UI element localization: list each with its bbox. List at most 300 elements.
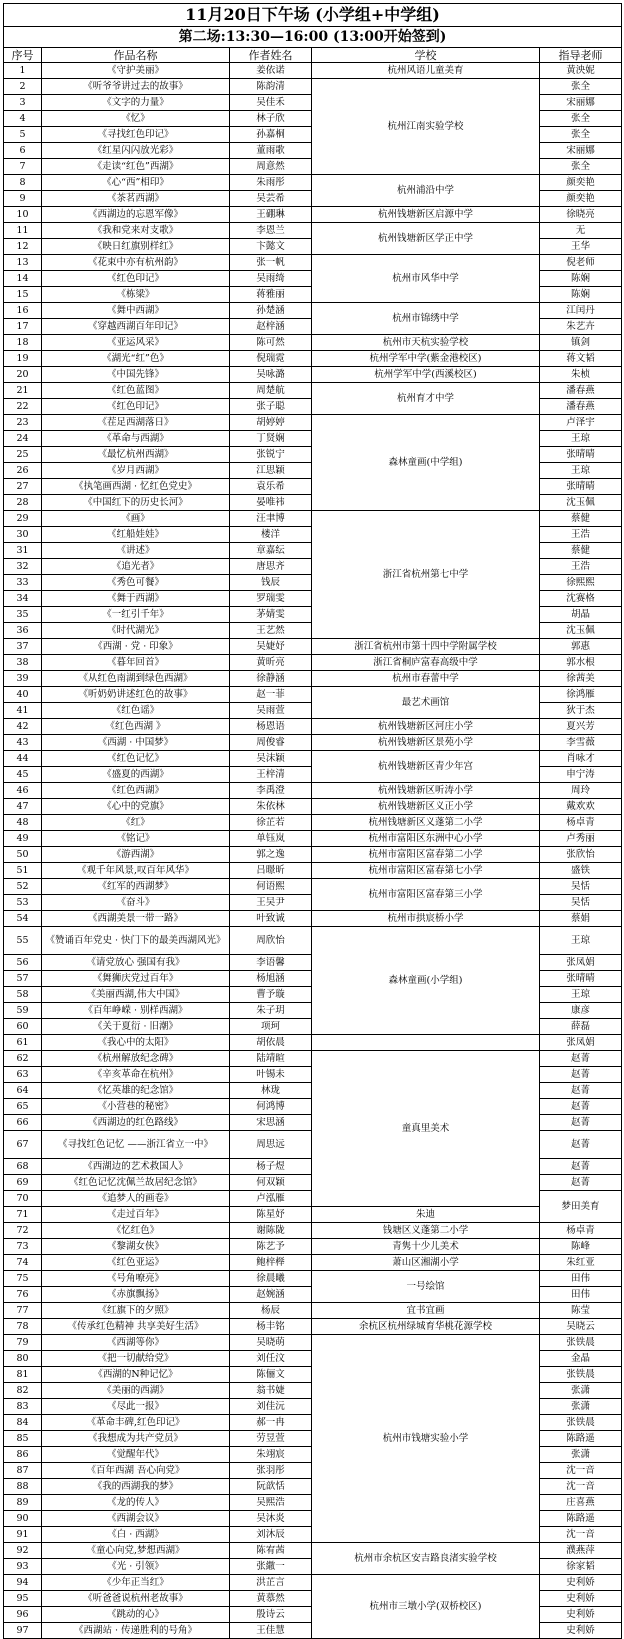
work-title: 《革命与西湖》 — [42, 431, 230, 447]
row-index: 55 — [4, 927, 42, 955]
author-name: 晏唯祎 — [230, 495, 312, 511]
author-name: 朱依林 — [230, 799, 312, 815]
row-index: 56 — [4, 955, 42, 971]
table-row — [4, 879, 622, 895]
teacher-name: 卢秀丽 — [540, 831, 622, 847]
table-row — [4, 351, 622, 367]
author-name: 徐静涵 — [230, 671, 312, 687]
author-name: 吴沫颖 — [230, 751, 312, 767]
author-name: 张锐宁 — [230, 447, 312, 463]
teacher-name: 无 — [540, 223, 622, 239]
teacher-name: 张潇 — [540, 1399, 622, 1415]
row-index: 40 — [4, 687, 42, 703]
row-index: 80 — [4, 1351, 42, 1367]
author-name: 丁贤娴 — [230, 431, 312, 447]
work-title: 《西湖等你》 — [42, 1335, 230, 1351]
author-name: 孙楚涵 — [230, 303, 312, 319]
work-title: 《忆》 — [42, 111, 230, 127]
work-title: 《西湖边的红色路线》 — [42, 1115, 230, 1131]
row-index: 60 — [4, 1019, 42, 1035]
school-name: 森林童画(小学组) — [312, 927, 540, 1035]
school-name: 青隽十少儿美术 — [312, 1239, 540, 1255]
author-name: 陈艺予 — [230, 1239, 312, 1255]
row-index: 83 — [4, 1399, 42, 1415]
work-title: 《红色蓝图》 — [42, 383, 230, 399]
author-name: 劳昱萱 — [230, 1431, 312, 1447]
work-title: 《游西湖》 — [42, 847, 230, 863]
row-index: 5 — [4, 127, 42, 143]
teacher-name: 王琼 — [540, 987, 622, 1003]
author-name: 陈星妤 — [230, 1207, 312, 1223]
header-work: 作品名称 — [42, 48, 230, 63]
row-index: 52 — [4, 879, 42, 895]
author-name: 吴沐炎 — [230, 1511, 312, 1527]
row-index: 26 — [4, 463, 42, 479]
author-name: 吕暻昕 — [230, 863, 312, 879]
work-title: 《红色亚运》 — [42, 1255, 230, 1271]
school-name: 杭州市锦绣中学 — [312, 303, 540, 335]
row-index: 76 — [4, 1287, 42, 1303]
teacher-name: 赵菁 — [540, 1051, 622, 1067]
teacher-name: 赵菁 — [540, 1067, 622, 1083]
work-title: 《西湖的N种记忆》 — [42, 1367, 230, 1383]
teacher-name: 史利娇 — [540, 1591, 622, 1607]
row-index: 96 — [4, 1607, 42, 1623]
teacher-name: 赵菁 — [540, 1099, 622, 1115]
teacher-name: 沈一音 — [540, 1463, 622, 1479]
work-title: 《映日红旗别样红》 — [42, 239, 230, 255]
school-name: 杭州钱塘新区义正小学 — [312, 799, 540, 815]
school-name: 萧山区湘湖小学 — [312, 1255, 540, 1271]
header-teacher: 指导老师 — [540, 48, 622, 63]
author-name: 杨旭涵 — [230, 971, 312, 987]
row-index: 39 — [4, 671, 42, 687]
work-title: 《走读“红色”西湖》 — [42, 159, 230, 175]
row-index: 32 — [4, 559, 42, 575]
row-index: 36 — [4, 623, 42, 639]
teacher-name: 郭水根 — [540, 655, 622, 671]
teacher-name: 江闰丹 — [540, 303, 622, 319]
teacher-name: 赵菁 — [540, 1115, 622, 1131]
row-index: 50 — [4, 847, 42, 863]
teacher-name: 吴恬 — [540, 895, 622, 911]
row-index: 20 — [4, 367, 42, 383]
teacher-name: 张全 — [540, 79, 622, 95]
work-title: 《时代湖光》 — [42, 623, 230, 639]
author-name: 洪芷言 — [230, 1575, 312, 1591]
author-name: 郭之逸 — [230, 847, 312, 863]
work-title: 《红军的西湖梦》 — [42, 879, 230, 895]
work-title: 《小营巷的秘密》 — [42, 1099, 230, 1115]
row-index: 45 — [4, 767, 42, 783]
work-title: 《红色记忆》 — [42, 751, 230, 767]
work-title: 《红色印记》 — [42, 399, 230, 415]
work-title: 《西湖 · 党 · 印象》 — [42, 639, 230, 655]
work-title: 《湖光“红”色》 — [42, 351, 230, 367]
work-title: 《追光者》 — [42, 559, 230, 575]
row-index: 87 — [4, 1463, 42, 1479]
table-row — [4, 207, 622, 223]
row-index: 19 — [4, 351, 42, 367]
teacher-name: 黄泱妮 — [540, 63, 622, 79]
table-row — [4, 63, 622, 79]
table-row — [4, 847, 622, 863]
row-index: 70 — [4, 1191, 42, 1207]
table-row — [4, 1035, 622, 1051]
school-name: 杭州市富阳区富春第三小学 — [312, 879, 540, 911]
author-name: 王吴尹 — [230, 895, 312, 911]
school-name: 杭州钱塘新区景苑小学 — [312, 735, 540, 751]
author-name: 陈可然 — [230, 335, 312, 351]
table-row — [4, 255, 622, 271]
teacher-name: 赵菁 — [540, 1083, 622, 1099]
row-index: 23 — [4, 415, 42, 431]
author-name: 殷诗云 — [230, 1607, 312, 1623]
table-row — [4, 1223, 622, 1239]
teacher-name: 张铁晨 — [540, 1415, 622, 1431]
row-index: 78 — [4, 1319, 42, 1335]
work-title: 《观千年风景,叹百年风华》 — [42, 863, 230, 879]
row-index: 71 — [4, 1207, 42, 1223]
author-name: 单钰岚 — [230, 831, 312, 847]
teacher-name: 陈娴 — [540, 287, 622, 303]
teacher-name: 肖咏才 — [540, 751, 622, 767]
teacher-name: 陈娴 — [540, 271, 622, 287]
row-index: 25 — [4, 447, 42, 463]
work-title: 《舞狮庆党过百年》 — [42, 971, 230, 987]
row-index: 79 — [4, 1335, 42, 1351]
table-row — [4, 719, 622, 735]
table-row — [4, 751, 622, 767]
school-name: 浙江省杭州市第十四中学附属学校 — [312, 639, 540, 655]
teacher-name: 朱艺卉 — [540, 319, 622, 335]
work-title: 《走过百年》 — [42, 1207, 230, 1223]
work-title: 《龙的传人》 — [42, 1495, 230, 1511]
school-name: 杭州市富阳区富春第七小学 — [312, 863, 540, 879]
teacher-name: 宋丽娜 — [540, 95, 622, 111]
row-index: 16 — [4, 303, 42, 319]
teacher-name: 沈赛格 — [540, 591, 622, 607]
table-header-row — [4, 48, 622, 63]
work-title: 《觉醒年代》 — [42, 1447, 230, 1463]
row-index: 12 — [4, 239, 42, 255]
teacher-name: 颜奕艳 — [540, 175, 622, 191]
row-index: 54 — [4, 911, 42, 927]
row-index: 51 — [4, 863, 42, 879]
teacher-name: 王琼 — [540, 927, 622, 955]
teacher-name: 张铁晨 — [540, 1335, 622, 1351]
work-title: 《秀色可餐》 — [42, 575, 230, 591]
teacher-name: 史利娇 — [540, 1607, 622, 1623]
school-name: 杭州市富阳区富春第二小学 — [312, 847, 540, 863]
row-index: 33 — [4, 575, 42, 591]
row-index: 82 — [4, 1383, 42, 1399]
author-name: 江思颖 — [230, 463, 312, 479]
teacher-name: 徐家韬 — [540, 1559, 622, 1575]
work-title: 《西湖边的艺术救国人》 — [42, 1159, 230, 1175]
school-name — [312, 1035, 540, 1051]
work-title: 《红》 — [42, 815, 230, 831]
teacher-name: 申宁涛 — [540, 767, 622, 783]
row-index: 91 — [4, 1527, 42, 1543]
row-index: 24 — [4, 431, 42, 447]
row-index: 44 — [4, 751, 42, 767]
table-row — [4, 1051, 622, 1067]
row-index: 61 — [4, 1035, 42, 1051]
author-name: 赵婉涵 — [230, 1287, 312, 1303]
row-index: 68 — [4, 1159, 42, 1175]
school-name: 杭州江南实验学校 — [312, 79, 540, 175]
author-name: 刘任汶 — [230, 1351, 312, 1367]
school-name: 杭州钱塘新区启源中学 — [312, 207, 540, 223]
work-title: 《尽此一报》 — [42, 1399, 230, 1415]
author-name: 刘沐辰 — [230, 1527, 312, 1543]
row-index: 63 — [4, 1067, 42, 1083]
author-name: 章嘉纭 — [230, 543, 312, 559]
teacher-name: 田伟 — [540, 1271, 622, 1287]
work-title: 《花束中亦有杭州韵》 — [42, 255, 230, 271]
work-title: 《号角嘹亮》 — [42, 1271, 230, 1287]
work-title: 《文字的力量》 — [42, 95, 230, 111]
author-name: 茅婧雯 — [230, 607, 312, 623]
teacher-name: 张铁晨 — [540, 1367, 622, 1383]
teacher-name: 田伟 — [540, 1287, 622, 1303]
table-row — [4, 383, 622, 399]
work-title: 《奋斗》 — [42, 895, 230, 911]
teacher-name: 陈路遥 — [540, 1431, 622, 1447]
teacher-name: 张凤娟 — [540, 955, 622, 971]
school-name: 杭州浦沿中学 — [312, 175, 540, 207]
teacher-name: 薛磊 — [540, 1019, 622, 1035]
row-index: 81 — [4, 1367, 42, 1383]
author-name: 周欣怡 — [230, 927, 312, 955]
table-row — [4, 415, 622, 431]
table-body — [4, 63, 622, 1639]
work-title: 《我的西湖我的梦》 — [42, 1479, 230, 1495]
table-row — [4, 175, 622, 191]
row-index: 86 — [4, 1447, 42, 1463]
table-row — [4, 1255, 622, 1271]
work-title: 《铭记》 — [42, 831, 230, 847]
author-name: 吴雨萱 — [230, 703, 312, 719]
work-title: 《红星闪闪放光彩》 — [42, 143, 230, 159]
work-title: 《栋梁》 — [42, 287, 230, 303]
table-row — [4, 1271, 622, 1287]
row-index: 89 — [4, 1495, 42, 1511]
row-index: 22 — [4, 399, 42, 415]
table-row — [4, 1319, 622, 1335]
school-name: 最艺术画馆 — [312, 687, 540, 719]
author-name: 楼洋 — [230, 527, 312, 543]
work-title: 《红色记忆沈佩兰故居纪念馆》 — [42, 1175, 230, 1191]
teacher-name: 赵菁 — [540, 1159, 622, 1175]
teacher-name: 陈峰 — [540, 1239, 622, 1255]
teacher-name: 庄喜燕 — [540, 1495, 622, 1511]
work-title: 《百年西湖 吾心向党》 — [42, 1463, 230, 1479]
row-index: 47 — [4, 799, 42, 815]
author-name: 卢泓雁 — [230, 1191, 312, 1207]
school-name: 一号绘馆 — [312, 1271, 540, 1303]
row-index: 8 — [4, 175, 42, 191]
teacher-name: 张晴晴 — [540, 447, 622, 463]
author-name: 李禹澄 — [230, 783, 312, 799]
teacher-name: 王华 — [540, 239, 622, 255]
work-title: 《美丽西湖,伟大中国》 — [42, 987, 230, 1003]
work-title: 《光 · 引领》 — [42, 1559, 230, 1575]
table-row — [4, 335, 622, 351]
row-index: 7 — [4, 159, 42, 175]
row-index: 90 — [4, 1511, 42, 1527]
teacher-name: 朱桢 — [540, 367, 622, 383]
table-row — [4, 655, 622, 671]
row-index: 84 — [4, 1415, 42, 1431]
teacher-name: 徐鸿雁 — [540, 687, 622, 703]
author-name: 陈俪文 — [230, 1367, 312, 1383]
author-name: 王佳慧 — [230, 1623, 312, 1639]
work-title: 《红旗下的夕照》 — [42, 1303, 230, 1319]
teacher-name: 史利娇 — [540, 1575, 622, 1591]
row-index: 42 — [4, 719, 42, 735]
teacher-name: 张晴晴 — [540, 479, 622, 495]
school-name: 宜书宜画 — [312, 1303, 540, 1319]
author-name: 朱翊宸 — [230, 1447, 312, 1463]
teacher-name: 胡晶 — [540, 607, 622, 623]
table-row — [4, 223, 622, 239]
author-name: 王艺然 — [230, 623, 312, 639]
work-title: 《红船娃娃》 — [42, 527, 230, 543]
author-name: 赵一菲 — [230, 687, 312, 703]
work-title: 《红色谣》 — [42, 703, 230, 719]
school-name: 杭州市富阳区东洲中心小学 — [312, 831, 540, 847]
row-index: 21 — [4, 383, 42, 399]
author-name: 陆靖暄 — [230, 1051, 312, 1067]
work-title: 《忆英雄的纪念馆》 — [42, 1083, 230, 1099]
row-index: 3 — [4, 95, 42, 111]
teacher-name: 镇剑 — [540, 335, 622, 351]
work-title: 《守护美丽》 — [42, 63, 230, 79]
author-name: 何语熙 — [230, 879, 312, 895]
teacher-name: 张潇 — [540, 1447, 622, 1463]
work-title: 《传承红色精神 共享美好生活》 — [42, 1319, 230, 1335]
teacher-name: 盛铁 — [540, 863, 622, 879]
school-name: 杭州市天杭实验学校 — [312, 335, 540, 351]
teacher-name: 夏兴芳 — [540, 719, 622, 735]
teacher-name: 濮燕萍 — [540, 1543, 622, 1559]
row-index: 46 — [4, 783, 42, 799]
header-author: 作者姓名 — [230, 48, 312, 63]
teacher-name: 宋丽娜 — [540, 143, 622, 159]
row-index: 13 — [4, 255, 42, 271]
table-row — [4, 735, 622, 751]
author-name: 徐晨曦 — [230, 1271, 312, 1287]
teacher-name: 王浩 — [540, 527, 622, 543]
author-name: 杨恩语 — [230, 719, 312, 735]
teacher-name: 徐茜美 — [540, 671, 622, 687]
school-name: 余杭区杭州绿城育华桃花源学校 — [312, 1319, 540, 1335]
row-index: 10 — [4, 207, 42, 223]
author-name: 黄慕然 — [230, 1591, 312, 1607]
school-name: 杭州市春蕾中学 — [312, 671, 540, 687]
author-name: 胡婷婷 — [230, 415, 312, 431]
work-title: 《童心向党,梦想西湖》 — [42, 1543, 230, 1559]
teacher-name: 朱迪 — [312, 1207, 540, 1223]
row-index: 6 — [4, 143, 42, 159]
school-name: 杭州育才中学 — [312, 383, 540, 415]
teacher-name: 杨卓青 — [540, 815, 622, 831]
work-title: 《中国红下的历史长河》 — [42, 495, 230, 511]
work-title: 《赞诵百年党史 · 快门下的最美西湖风光》 — [42, 927, 230, 955]
author-name: 罗瑞雯 — [230, 591, 312, 607]
table-row — [4, 687, 622, 703]
author-name: 林珑 — [230, 1083, 312, 1099]
row-index: 93 — [4, 1559, 42, 1575]
work-title: 《追梦人的画卷》 — [42, 1191, 230, 1207]
table-row — [4, 815, 622, 831]
row-index: 65 — [4, 1099, 42, 1115]
table-row — [4, 911, 622, 927]
author-name: 曹予璇 — [230, 987, 312, 1003]
author-name: 吴雨绮 — [230, 271, 312, 287]
author-name: 吴熙浩 — [230, 1495, 312, 1511]
work-title: 《盛夏的西湖》 — [42, 767, 230, 783]
row-index: 14 — [4, 271, 42, 287]
table-row — [4, 927, 622, 955]
table-row — [4, 639, 622, 655]
teacher-name: 郭惠 — [540, 639, 622, 655]
teacher-name: 杨卓青 — [540, 1223, 622, 1239]
school-name: 童真里美术 — [312, 1051, 540, 1207]
author-name: 朱子玥 — [230, 1003, 312, 1019]
work-title: 《暮年回首》 — [42, 655, 230, 671]
author-name: 陈宥茜 — [230, 1543, 312, 1559]
author-name: 赵梓涵 — [230, 319, 312, 335]
row-index: 77 — [4, 1303, 42, 1319]
author-name: 周思远 — [230, 1131, 312, 1159]
row-index: 62 — [4, 1051, 42, 1067]
work-title: 《我想成为共产党员》 — [42, 1431, 230, 1447]
author-name: 胡依晨 — [230, 1035, 312, 1051]
work-title: 《心“西”相印》 — [42, 175, 230, 191]
work-title: 《辛亥革命在杭州》 — [42, 1067, 230, 1083]
teacher-name: 张全 — [540, 159, 622, 175]
author-name: 杨子煜 — [230, 1159, 312, 1175]
row-index: 67 — [4, 1131, 42, 1159]
table-row — [4, 863, 622, 879]
author-name: 张羽彤 — [230, 1463, 312, 1479]
teacher-name: 沈玉佩 — [540, 623, 622, 639]
work-title: 《赤旗飘扬》 — [42, 1287, 230, 1303]
row-index: 34 — [4, 591, 42, 607]
work-title: 《百年峥嵘 · 别样西湖》 — [42, 1003, 230, 1019]
row-index: 57 — [4, 971, 42, 987]
school-name: 杭州学军中学(紫金港校区) — [312, 351, 540, 367]
work-title: 《西湖会议》 — [42, 1511, 230, 1527]
teacher-name: 史利娇 — [540, 1623, 622, 1639]
author-name: 张子聪 — [230, 399, 312, 415]
row-index: 64 — [4, 1083, 42, 1099]
page-title: 11月20日下午场 (小学组+中学组) — [4, 4, 622, 27]
teacher-name: 蔡健 — [540, 511, 622, 527]
row-index: 31 — [4, 543, 42, 559]
teacher-name: 倪老师 — [540, 255, 622, 271]
row-index: 58 — [4, 987, 42, 1003]
work-title: 《白 · 西湖》 — [42, 1527, 230, 1543]
teacher-name: 沈玉佩 — [540, 495, 622, 511]
teacher-name: 周玲 — [540, 783, 622, 799]
author-name: 叶锡未 — [230, 1067, 312, 1083]
work-title: 《把一切献给党》 — [42, 1351, 230, 1367]
work-title: 《穿越西湖百年印记》 — [42, 319, 230, 335]
